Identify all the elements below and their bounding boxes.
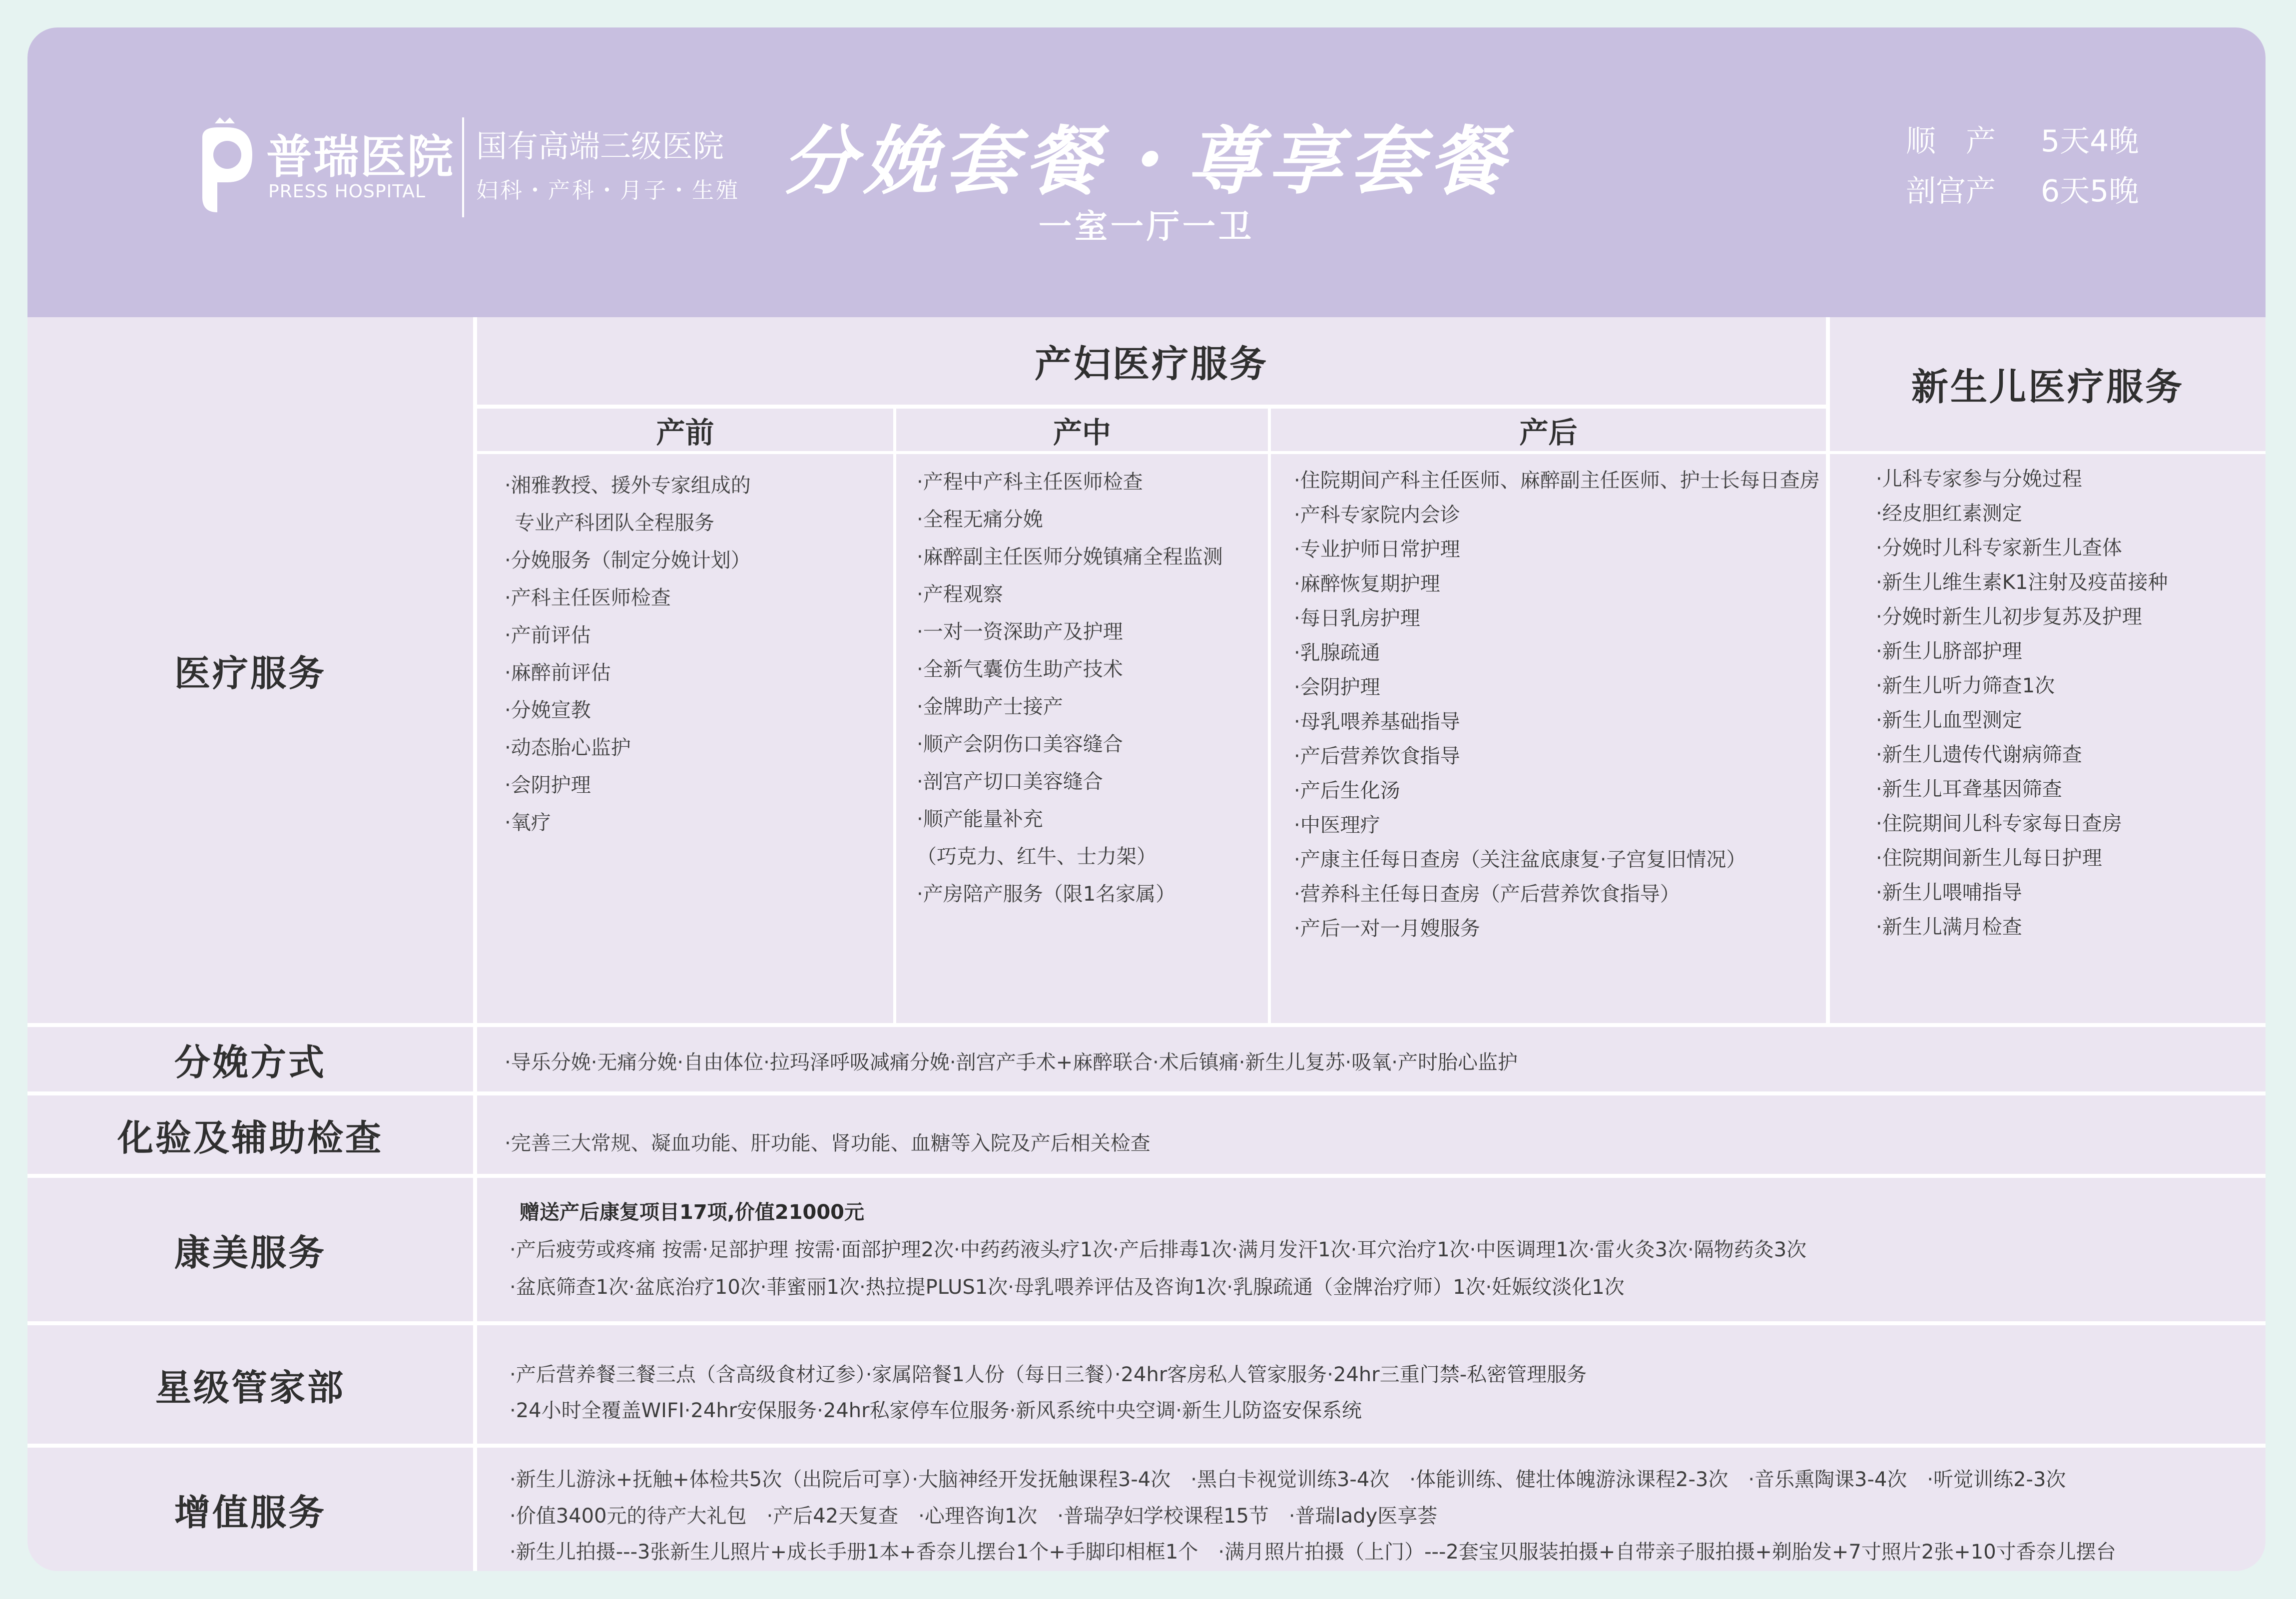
butler-line: ·产后营养餐三餐三点（含高级食材辽参）·家属陪餐1人份（每日三餐）·24hr客房私人管家服务·24hr三重门禁-私密管理服务	[510, 1363, 1587, 1386]
category-beauty: 康美服务	[174, 1231, 326, 1274]
package-card	[27, 27, 2266, 1571]
page-subtitle: 一室一厅一卫	[1039, 207, 1254, 246]
beauty-headline: 赠送产后康复项目17项,价值21000元	[520, 1201, 865, 1224]
maternal-service-heading: 产妇医疗服务	[1035, 342, 1268, 386]
list-item: ·产程中产科主任医师检查	[917, 471, 1143, 494]
list-item: ·动态胎心监护	[505, 736, 631, 759]
list-item: ·乳腺疏通	[1294, 641, 1380, 664]
list-item: ·产房陪产服务（限1名家属）	[917, 883, 1176, 906]
category-value-added: 增值服务	[174, 1491, 326, 1534]
list-item: ·氧疗	[505, 811, 551, 834]
delivery-text: ·导乐分娩·无痛分娩·自由体位·拉玛泽呼吸减痛分娩·剖宫产手术+麻醉联合·术后镇痛·新生儿复苏·吸氧·产时胎心监护	[505, 1051, 1518, 1074]
list-item: ·新生儿遗传代谢病筛查	[1876, 743, 2082, 766]
list-item: ·经皮胆红素测定	[1876, 502, 2022, 525]
divider	[477, 451, 2266, 454]
newborn-list	[1876, 462, 2168, 945]
stay-label: 顺 产	[1906, 124, 1996, 159]
list-item: ·一对一资深助产及护理	[917, 620, 1123, 643]
lab-text: ·完善三大常规、凝血功能、肝功能、肾功能、血糖等入院及产后相关检查	[505, 1132, 1150, 1155]
list-item: ·中医理疗	[1294, 814, 1380, 837]
newborn-service-heading: 新生儿医疗服务	[1911, 366, 2184, 409]
list-item: ·剖宫产切口美容缝合	[917, 770, 1103, 793]
stay-label: 剖宫产	[1906, 174, 1996, 209]
category-delivery: 分娩方式	[174, 1041, 326, 1083]
prenatal-list	[505, 467, 751, 842]
divider	[27, 1023, 2266, 1027]
divider	[27, 1444, 2266, 1448]
list-item: ·住院期间产科主任医师、麻醉副主任医师、护士长每日查房	[1294, 469, 1820, 492]
stay-value: 5天4晚	[2041, 124, 2139, 159]
list-item: ·分娩时儿科专家新生儿查体	[1876, 536, 2122, 559]
column-prenatal: 产前	[656, 415, 714, 450]
divider	[27, 1091, 2266, 1095]
list-item: ·分娩宣教	[505, 699, 591, 722]
list-item: ·新生儿听力筛查1次	[1876, 674, 2055, 697]
service-table	[27, 317, 2266, 1571]
list-item: ·新生儿血型测定	[1876, 709, 2022, 732]
divider	[27, 1321, 2266, 1325]
value-added-line: ·价值3400元的待产大礼包 ·产后42天复查 ·心理咨询1次 ·普瑞孕妇学校课程15节 ·普瑞lady医享荟	[510, 1505, 1438, 1528]
beauty-line: ·产后疲劳或疼痛 按需·足部护理 按需·面部护理2次·中药药液头疗1次·产后排毒1次·满月发汗1次·耳穴治疗1次·中医调理1次·雷火灸3次·隔物药灸3次	[510, 1238, 1807, 1261]
list-item: ·全程无痛分娩	[917, 508, 1043, 531]
list-item: ·麻醉前评估	[505, 661, 611, 684]
hospital-name-en: PRESS HOSPITAL	[268, 181, 426, 202]
list-item: ·麻醉副主任医师分娩镇痛全程监测	[917, 545, 1223, 568]
list-item: ·产后一对一月嫂服务	[1294, 917, 1480, 940]
list-item: ·产后生化汤	[1294, 779, 1400, 802]
list-item: ·新生儿脐部护理	[1876, 640, 2022, 663]
category-lab: 化验及辅助检查	[117, 1116, 383, 1159]
divider	[1268, 407, 1271, 1024]
list-item: ·新生儿维生素K1注射及疫苗接种	[1876, 571, 2168, 594]
list-item: ·母乳喂养基础指导	[1294, 710, 1460, 733]
list-item: ·儿科专家参与分娩过程	[1876, 468, 2082, 491]
list-item: ·麻醉恢复期护理	[1294, 572, 1440, 595]
list-item: ·产科专家院内会诊	[1294, 504, 1460, 527]
divider	[893, 407, 896, 1024]
category-butler: 星级管家部	[155, 1366, 345, 1409]
hospital-departments: 妇科・产科・月子・生殖	[476, 178, 740, 203]
list-item: ·顺产能量补充	[917, 808, 1043, 831]
hospital-name-cn: 普瑞医院	[266, 130, 455, 184]
list-item: 专业产科团队全程服务	[515, 512, 714, 534]
stay-value: 6天5晚	[2041, 174, 2139, 209]
column-intrapartum: 产中	[1053, 415, 1111, 450]
value-added-line: ·新生儿游泳+抚触+体检共5次（出院后可享）·大脑神经开发抚触课程3-4次 ·黑白卡视觉训练3-4次 ·体能训练、健壮体魄游泳课程2-3次 ·音乐熏陶课3-4次 ·听觉训练2-3次	[510, 1468, 2066, 1491]
list-item: ·分娩时新生儿初步复苏及护理	[1876, 605, 2142, 628]
stay-natural-birth	[1906, 117, 2139, 160]
list-item: （巧克力、红牛、士力架）	[917, 845, 1156, 868]
hospital-tagline: 国有高端三级医院	[476, 128, 724, 164]
list-item: ·金牌助产士接产	[917, 695, 1063, 718]
divider	[1826, 317, 1830, 1024]
divider	[27, 1174, 2266, 1178]
list-item: ·新生儿喂哺指导	[1876, 881, 2022, 904]
list-item: ·产程观察	[917, 583, 1003, 606]
divider	[477, 405, 1826, 409]
divider	[473, 317, 477, 1571]
header-banner	[27, 27, 2266, 317]
column-postpartum: 产后	[1519, 415, 1578, 450]
list-item: ·产前评估	[505, 624, 591, 647]
list-item: ·住院期间儿科专家每日查房	[1876, 812, 2122, 835]
list-item: ·新生儿耳聋基因筛查	[1876, 778, 2062, 801]
list-item: ·会阴护理	[1294, 676, 1380, 699]
list-item: ·专业护师日常护理	[1294, 538, 1460, 561]
list-item: ·产科主任医师检查	[505, 586, 671, 609]
list-item: ·分娩服务（制定分娩计划）	[505, 549, 751, 572]
list-item: ·新生儿满月检查	[1876, 916, 2022, 939]
list-item: ·住院期间新生儿每日护理	[1876, 847, 2102, 870]
list-item: ·会阴护理	[505, 774, 591, 797]
butler-line: ·24小时全覆盖WIFI·24hr安保服务·24hr私家停车位服务·新风系统中央空调·新生儿防盗安保系统	[510, 1399, 1362, 1422]
list-item: ·全新气囊仿生助产技术	[917, 658, 1123, 681]
list-item: ·营养科主任每日查房（产后营养饮食指导）	[1294, 883, 1680, 906]
list-item: ·湘雅教授、援外专家组成的	[505, 474, 751, 497]
value-added-line: ·新生儿拍摄---3张新生儿照片+成长手册1本+香奈儿摆台1个+手脚印相框1个 ·满月照片拍摄（上门）---2套宝贝服装拍摄+自带亲子服拍摄+剃胎发+7寸照片2张+10寸香奈儿摆台	[510, 1541, 2116, 1564]
page-title: 分娩套餐・尊享套餐	[782, 118, 1511, 204]
postpartum-list	[1294, 464, 1820, 946]
list-item: ·产康主任每日查房（关注盆底康复·子宫复旧情况）	[1294, 848, 1746, 871]
list-item: ·产后营养饮食指导	[1294, 745, 1460, 768]
stay-cesarean	[1906, 167, 2139, 210]
beauty-line: ·盆底筛查1次·盆底治疗10次·菲蜜丽1次·热拉提PLUS1次·母乳喂养评估及咨询1次·乳腺疏通（金牌治疗师）1次·妊娠纹淡化1次	[510, 1276, 1625, 1299]
intrapartum-list	[917, 464, 1223, 913]
list-item: ·每日乳房护理	[1294, 607, 1420, 630]
list-item: ·顺产会阴伤口美容缝合	[917, 733, 1123, 756]
category-medical: 医疗服务	[174, 652, 326, 694]
